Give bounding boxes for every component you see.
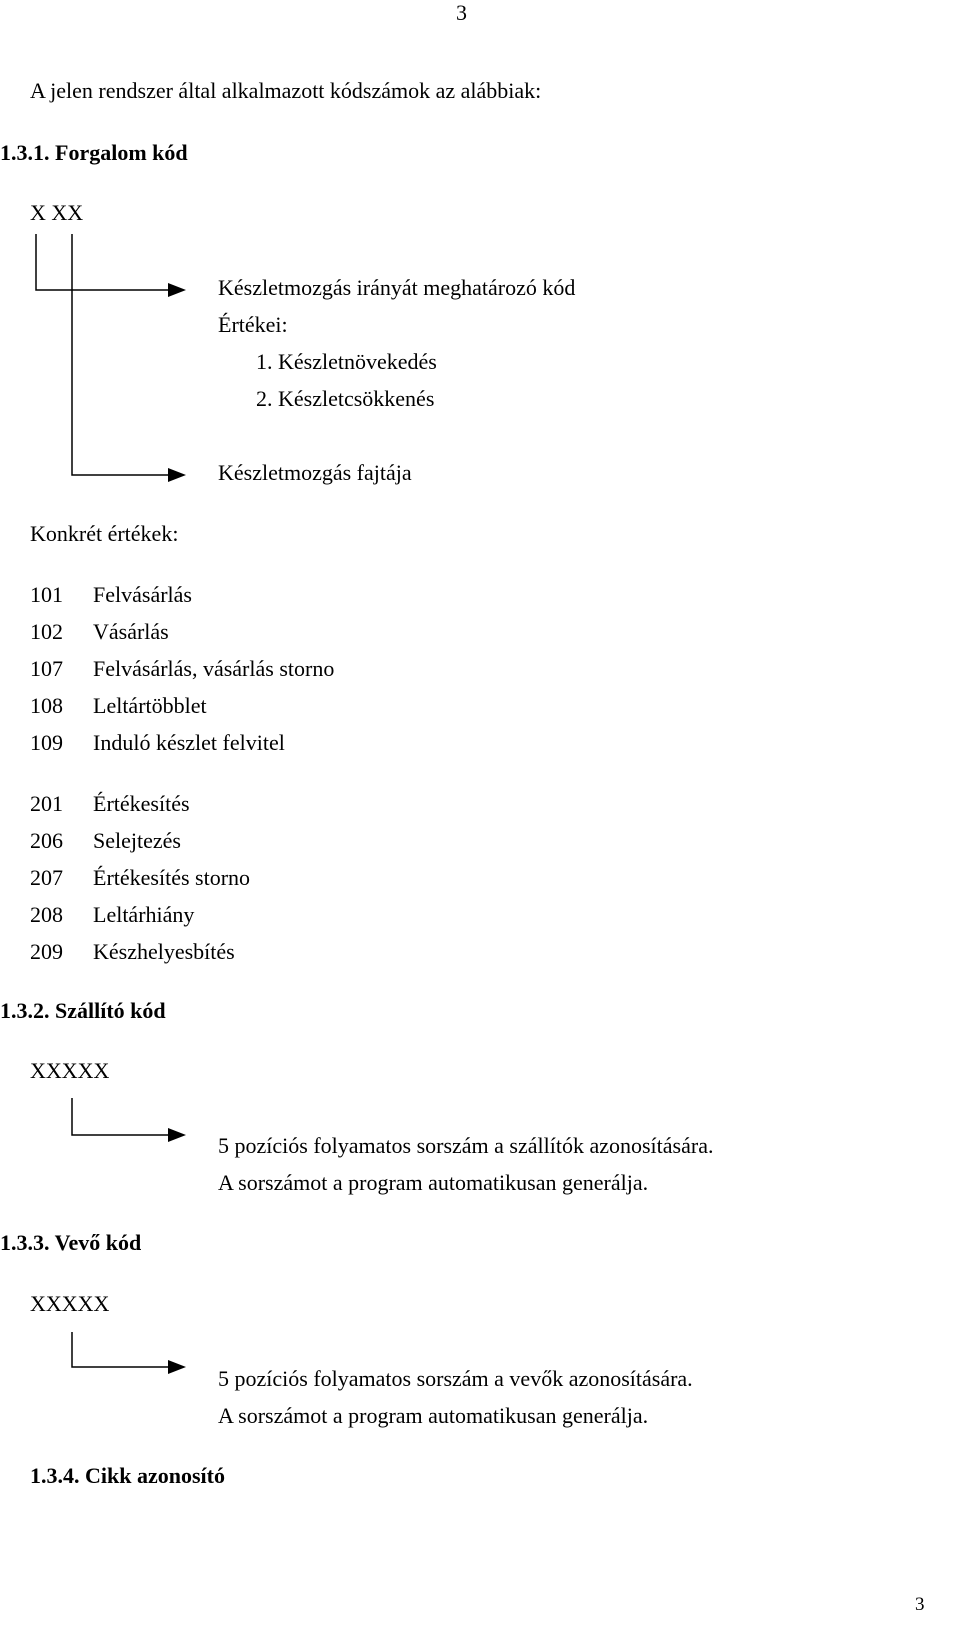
- connector-line-direction: [36, 234, 170, 290]
- code-label: Értékesítés: [93, 791, 190, 816]
- code-value: 209: [30, 939, 63, 964]
- concrete-values-label: Konkrét értékek:: [30, 521, 179, 546]
- code-pattern-szallito: XXXXX: [30, 1058, 110, 1083]
- section-heading-vevo-kod: 1.3.3. Vevő kód: [0, 1230, 142, 1255]
- page-number-top: 3: [456, 0, 467, 25]
- code-value: 109: [30, 730, 63, 755]
- vevo-description-line2: A sorszámot a program automatikusan generálja.: [218, 1403, 649, 1428]
- connector-line-vevo: [72, 1332, 170, 1367]
- arrow1-value-1: 1. Készletnövekedés: [256, 349, 437, 374]
- connector-line-type: [72, 234, 170, 475]
- arrowhead-icon: [168, 283, 186, 297]
- code-label: Felvásárlás: [93, 582, 192, 607]
- code-pattern-vevo: XXXXX: [30, 1291, 110, 1316]
- intro-text: A jelen rendszer által alkalmazott kódszámok az alábbiak:: [30, 78, 542, 103]
- code-value: 208: [30, 902, 63, 927]
- code-value: 101: [30, 582, 63, 607]
- szallito-description-line2: A sorszámot a program automatikusan generálja.: [218, 1170, 649, 1195]
- arrow1-title: Készletmozgás irányát meghatározó kód: [218, 275, 576, 300]
- connector-line-szallito: [72, 1098, 170, 1135]
- arrow2-title: Készletmozgás fajtája: [218, 460, 412, 485]
- szallito-description-line1: 5 pozíciós folyamatos sorszám a szállítók azonosítására.: [218, 1133, 714, 1158]
- code-value: 201: [30, 791, 63, 816]
- vevo-description-line1: 5 pozíciós folyamatos sorszám a vevők azonosítására.: [218, 1366, 693, 1391]
- code-label: Induló készlet felvitel: [93, 730, 285, 755]
- code-pattern-forgalom: X XX: [30, 200, 84, 225]
- arrowhead-icon: [168, 1360, 186, 1374]
- code-value: 102: [30, 619, 63, 644]
- code-label: Leltártöbblet: [93, 693, 207, 718]
- section-heading-cikk-azonosito: 1.3.4. Cikk azonosító: [30, 1463, 225, 1488]
- code-label: Selejtezés: [93, 828, 181, 853]
- code-label: Vásárlás: [93, 619, 169, 644]
- code-label: Készhelyesbítés: [93, 939, 235, 964]
- code-value: 206: [30, 828, 63, 853]
- section-heading-szallito-kod: 1.3.2. Szállító kód: [0, 998, 166, 1023]
- arrow1-values-label: Értékei:: [218, 312, 288, 337]
- code-value: 207: [30, 865, 63, 890]
- code-label: Értékesítés storno: [93, 865, 251, 890]
- section-heading-forgalom-kod: 1.3.1. Forgalom kód: [0, 140, 188, 165]
- page-number-bottom: 3: [915, 1594, 925, 1615]
- code-value: 107: [30, 656, 63, 681]
- code-value: 108: [30, 693, 63, 718]
- arrowhead-icon: [168, 1128, 186, 1142]
- arrowhead-icon: [168, 468, 186, 482]
- arrow1-value-2: 2. Készletcsökkenés: [256, 386, 435, 411]
- code-label: Felvásárlás, vásárlás storno: [93, 656, 335, 681]
- code-label: Leltárhiány: [93, 902, 195, 927]
